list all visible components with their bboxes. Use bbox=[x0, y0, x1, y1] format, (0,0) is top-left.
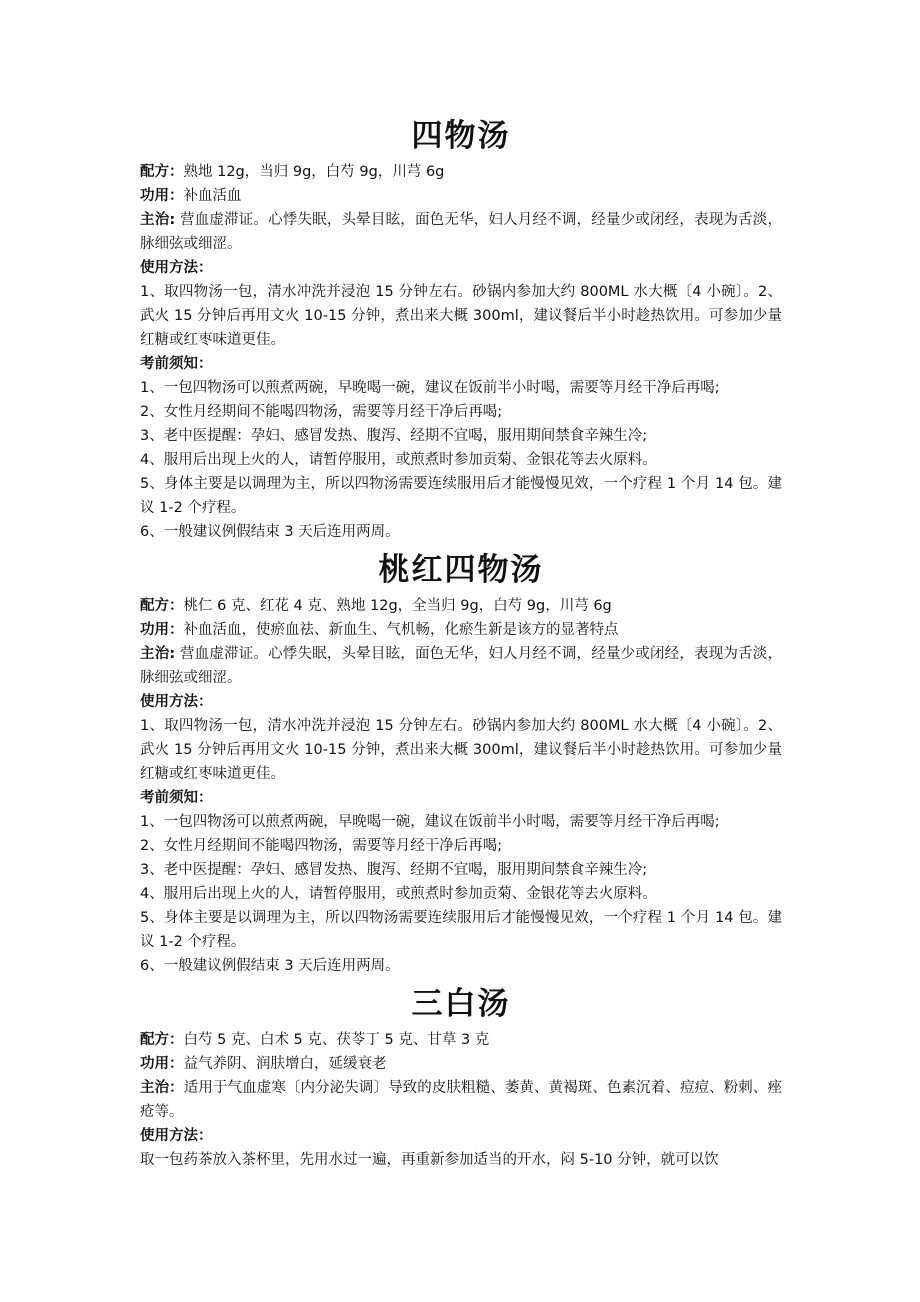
note-item: 1、一包四物汤可以煎煮两碗，早晚喝一碗，建议在饭前半小时喝，需要等月经干净后再喝; bbox=[140, 380, 720, 396]
formula-label: 配方： bbox=[140, 164, 184, 180]
function-text: 益气养阴、润肤增白，延缓衰老 bbox=[183, 1056, 387, 1072]
note-item: 2、女性月经期间不能喝四物汤，需要等月经干净后再喝; bbox=[140, 838, 503, 854]
indication-label: 主治: bbox=[140, 646, 176, 662]
indication-text: 营血虚滞证。心悸失眠，头晕目眩，面色无华，妇人月经不调，经量少或闭经，表现为舌淡，脉细弦或细涩。 bbox=[140, 212, 782, 252]
section-body-sanbaitang bbox=[140, 1028, 782, 1172]
indication-label: 主治: bbox=[140, 212, 176, 228]
usage-text: 1、取四物汤一包，清水冲洗并浸泡 15 分钟左右。砂锅内参加大约 800ML 水大概〔4 小碗〕。2、武火 15 分钟后再用文火 10-15 分钟，煮出来大概 300ml，建议餐后半小时趁热饮用。可参加少量红糖或红枣味道更佳。 bbox=[140, 718, 782, 782]
function-text: 补血活血，使瘀血祛、新血生、气机畅，化瘀生新是该方的显著特点 bbox=[183, 622, 619, 638]
note-item: 5、身体主要是以调理为主，所以四物汤需要连续服用后才能慢慢见效，一个疗程 1 个月 14 包。建议 1-2 个疗程。 bbox=[140, 910, 782, 950]
section-title-sanbaitang: 三白汤 bbox=[411, 986, 511, 1022]
indication-para bbox=[140, 1076, 782, 1124]
formula-text: 桃仁 6 克、红花 4 克、熟地 12g，全当归 9g，白芍 9g，川芎 6g bbox=[183, 598, 612, 614]
usage-label: 使用方法： bbox=[140, 260, 213, 276]
function-label: 功用： bbox=[140, 1056, 184, 1072]
note-item: 4、服用后出现上火的人，请暂停服用，或煎煮时参加贡菊、金银花等去火原料。 bbox=[140, 886, 657, 902]
note-item: 4、服用后出现上火的人，请暂停服用，或煎煮时参加贡菊、金银花等去火原料。 bbox=[140, 452, 657, 468]
formula-line bbox=[140, 594, 782, 618]
function-text: 补血活血 bbox=[183, 188, 242, 204]
function-line bbox=[140, 184, 782, 208]
usage-text: 取一包药茶放入茶杯里，先用水过一遍，再重新参加适当的开水，闷 5-10 分钟，就可以饮 bbox=[140, 1152, 719, 1168]
note-item: 3、老中医提醒：孕妇、感冒发热、腹泻、经期不宜喝，服用期间禁食辛辣生冷; bbox=[140, 862, 648, 878]
indication-para bbox=[140, 642, 782, 690]
usage-text: 1、取四物汤一包，清水冲洗并浸泡 15 分钟左右。砂锅内参加大约 800ML 水大概〔4 小碗〕。2、武火 15 分钟后再用文火 10-15 分钟，煮出来大概 300ml，建议餐后半小时趁热饮用。可参加少量红糖或红枣味道更佳。 bbox=[140, 284, 782, 348]
note-item: 3、老中医提醒：孕妇、感冒发热、腹泻、经期不宜喝，服用期间禁食辛辣生冷; bbox=[140, 428, 648, 444]
formula-line bbox=[140, 160, 782, 184]
note-item: 6、一般建议例假结束 3 天后连用两周。 bbox=[140, 524, 400, 540]
formula-text: 熟地 12g，当归 9g，白芍 9g，川芎 6g bbox=[183, 164, 445, 180]
note-item: 2、女性月经期间不能喝四物汤，需要等月经干净后再喝; bbox=[140, 404, 503, 420]
formula-text: 白芍 5 克、白术 5 克、茯苓丁 5 克、甘草 3 克 bbox=[183, 1032, 490, 1048]
note-item: 1、一包四物汤可以煎煮两碗，早晚喝一碗，建议在饭前半小时喝，需要等月经干净后再喝; bbox=[140, 814, 720, 830]
note-item: 6、一般建议例假结束 3 天后连用两周。 bbox=[140, 958, 400, 974]
function-line bbox=[140, 618, 782, 642]
formula-label: 配方： bbox=[140, 1032, 184, 1048]
formula-label: 配方： bbox=[140, 598, 184, 614]
notes-label: 考前须知： bbox=[140, 356, 213, 372]
note-item: 5、身体主要是以调理为主，所以四物汤需要连续服用后才能慢慢见效，一个疗程 1 个月 14 包。建议 1-2 个疗程。 bbox=[140, 476, 782, 516]
usage-label: 使用方法： bbox=[140, 694, 213, 710]
indication-label: 主治： bbox=[140, 1080, 184, 1096]
indication-text: 营血虚滞证。心悸失眠，头晕目眩，面色无华，妇人月经不调，经量少或闭经，表现为舌淡，脉细弦或细涩。 bbox=[140, 646, 782, 686]
function-line bbox=[140, 1052, 782, 1076]
indication-para bbox=[140, 208, 782, 256]
section-body-siwutang bbox=[140, 160, 782, 544]
section-title-taohongsiwutang: 桃红四物汤 bbox=[378, 552, 544, 588]
usage-label: 使用方法： bbox=[140, 1128, 213, 1144]
function-label: 功用： bbox=[140, 188, 184, 204]
section-body-taohongsiwutang bbox=[140, 594, 782, 978]
section-title-siwutang: 四物汤 bbox=[411, 118, 511, 154]
indication-text: 适用于气血虚寒〔内分泌失调〕导致的皮肤粗糙、萎黄、黄褐斑、色素沉着、痘痘、粉刺、痤疮等。 bbox=[140, 1080, 782, 1120]
notes-label: 考前须知： bbox=[140, 790, 213, 806]
formula-line bbox=[140, 1028, 782, 1052]
function-label: 功用： bbox=[140, 622, 184, 638]
